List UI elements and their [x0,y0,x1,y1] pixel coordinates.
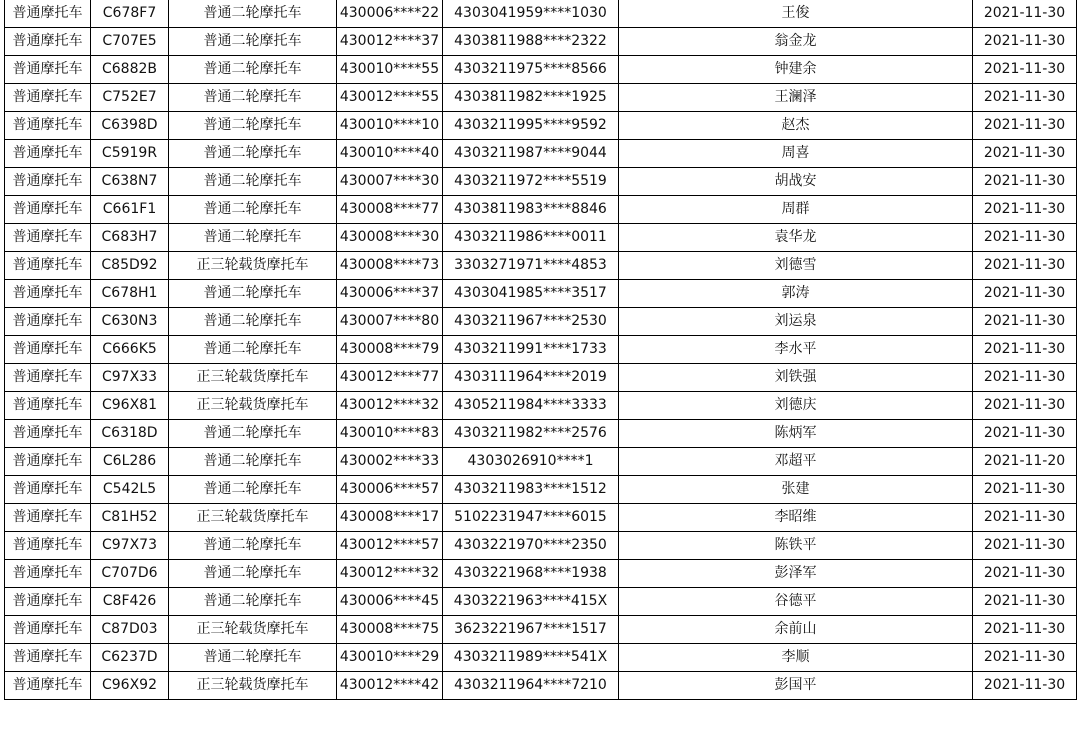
table-row [5,392,1077,420]
masked-id-number-cell: 4303811988****2322 [443,28,619,56]
vehicle-category-cell: 普通摩托车 [5,224,91,252]
table-row [5,28,1077,56]
date-cell: 2021-11-30 [973,532,1077,560]
plate-number-cell: C638N7 [91,168,169,196]
vehicle-type-cell: 普通二轮摩托车 [169,168,337,196]
masked-id-number-cell: 4303211972****5519 [443,168,619,196]
plate-number-cell: C6318D [91,420,169,448]
owner-name-cell: 周喜 [619,140,973,168]
vehicle-type-cell: 普通二轮摩托车 [169,308,337,336]
vehicle-type-cell: 普通二轮摩托车 [169,28,337,56]
masked-id-number-cell: 4303211964****7210 [443,672,619,700]
date-cell: 2021-11-30 [973,224,1077,252]
table-row [5,616,1077,644]
vehicle-category-cell: 普通摩托车 [5,476,91,504]
vehicle-type-cell: 普通二轮摩托车 [169,420,337,448]
vehicle-type-cell: 正三轮载货摩托车 [169,392,337,420]
plate-number-cell: C666K5 [91,336,169,364]
vehicle-type-cell: 普通二轮摩托车 [169,644,337,672]
table-row [5,224,1077,252]
date-cell: 2021-11-30 [973,252,1077,280]
masked-code-cell: 430006****37 [337,280,443,308]
table-row [5,308,1077,336]
masked-code-cell: 430012****77 [337,364,443,392]
plate-number-cell: C542L5 [91,476,169,504]
plate-number-cell: C81H52 [91,504,169,532]
registration-table [4,0,1077,700]
vehicle-category-cell: 普通摩托车 [5,280,91,308]
vehicle-category-cell: 普通摩托车 [5,112,91,140]
date-cell: 2021-11-30 [973,308,1077,336]
plate-number-cell: C661F1 [91,196,169,224]
masked-code-cell: 430008****17 [337,504,443,532]
date-cell: 2021-11-30 [973,56,1077,84]
date-cell: 2021-11-30 [973,112,1077,140]
masked-id-number-cell: 4303221968****1938 [443,560,619,588]
plate-number-cell: C85D92 [91,252,169,280]
vehicle-category-cell: 普通摩托车 [5,0,91,28]
plate-number-cell: C678F7 [91,0,169,28]
plate-number-cell: C97X33 [91,364,169,392]
vehicle-category-cell: 普通摩托车 [5,644,91,672]
plate-number-cell: C707D6 [91,560,169,588]
vehicle-type-cell: 普通二轮摩托车 [169,112,337,140]
vehicle-category-cell: 普通摩托车 [5,392,91,420]
vehicle-category-cell: 普通摩托车 [5,560,91,588]
masked-id-number-cell: 3623221967****1517 [443,616,619,644]
masked-id-number-cell: 3303271971****4853 [443,252,619,280]
table-row [5,532,1077,560]
table-row [5,56,1077,84]
date-cell: 2021-11-20 [973,448,1077,476]
table-row [5,476,1077,504]
table-row [5,252,1077,280]
vehicle-type-cell: 普通二轮摩托车 [169,196,337,224]
plate-number-cell: C97X73 [91,532,169,560]
date-cell: 2021-11-30 [973,476,1077,504]
vehicle-category-cell: 普通摩托车 [5,28,91,56]
owner-name-cell: 周群 [619,196,973,224]
vehicle-type-cell: 普通二轮摩托车 [169,448,337,476]
owner-name-cell: 郭涛 [619,280,973,308]
owner-name-cell: 翁金龙 [619,28,973,56]
masked-id-number-cell: 4303221970****2350 [443,532,619,560]
masked-id-number-cell: 4303211987****9044 [443,140,619,168]
owner-name-cell: 袁华龙 [619,224,973,252]
date-cell: 2021-11-30 [973,140,1077,168]
masked-id-number-cell: 5102231947****6015 [443,504,619,532]
masked-id-number-cell: 4303211989****541X [443,644,619,672]
vehicle-type-cell: 正三轮载货摩托车 [169,364,337,392]
table-row [5,448,1077,476]
vehicle-category-cell: 普通摩托车 [5,420,91,448]
vehicle-type-cell: 普通二轮摩托车 [169,56,337,84]
date-cell: 2021-11-30 [973,504,1077,532]
date-cell: 2021-11-30 [973,672,1077,700]
owner-name-cell: 李顺 [619,644,973,672]
masked-id-number-cell: 4303811983****8846 [443,196,619,224]
masked-code-cell: 430007****30 [337,168,443,196]
masked-code-cell: 430012****37 [337,28,443,56]
table-row [5,112,1077,140]
vehicle-type-cell: 普通二轮摩托车 [169,588,337,616]
plate-number-cell: C5919R [91,140,169,168]
date-cell: 2021-11-30 [973,364,1077,392]
owner-name-cell: 刘德雪 [619,252,973,280]
vehicle-category-cell: 普通摩托车 [5,56,91,84]
table-row [5,588,1077,616]
masked-code-cell: 430006****57 [337,476,443,504]
plate-number-cell: C6882B [91,56,169,84]
masked-id-number-cell: 4303211983****1512 [443,476,619,504]
masked-code-cell: 430010****10 [337,112,443,140]
vehicle-type-cell: 普通二轮摩托车 [169,140,337,168]
masked-code-cell: 430012****32 [337,392,443,420]
masked-id-number-cell: 4303811982****1925 [443,84,619,112]
masked-code-cell: 430008****79 [337,336,443,364]
owner-name-cell: 彭国平 [619,672,973,700]
masked-code-cell: 430010****40 [337,140,443,168]
masked-id-number-cell: 4303111964****2019 [443,364,619,392]
masked-id-number-cell: 4303211986****0011 [443,224,619,252]
plate-number-cell: C96X81 [91,392,169,420]
vehicle-category-cell: 普通摩托车 [5,168,91,196]
owner-name-cell: 陈炳军 [619,420,973,448]
vehicle-category-cell: 普通摩托车 [5,588,91,616]
plate-number-cell: C6L286 [91,448,169,476]
vehicle-type-cell: 正三轮载货摩托车 [169,252,337,280]
masked-code-cell: 430006****45 [337,588,443,616]
date-cell: 2021-11-30 [973,196,1077,224]
vehicle-type-cell: 普通二轮摩托车 [169,280,337,308]
masked-code-cell: 430008****73 [337,252,443,280]
owner-name-cell: 张建 [619,476,973,504]
masked-code-cell: 430008****77 [337,196,443,224]
date-cell: 2021-11-30 [973,420,1077,448]
owner-name-cell: 刘运泉 [619,308,973,336]
masked-code-cell: 430012****57 [337,532,443,560]
vehicle-type-cell: 正三轮载货摩托车 [169,616,337,644]
plate-number-cell: C8F426 [91,588,169,616]
date-cell: 2021-11-30 [973,392,1077,420]
table-row [5,644,1077,672]
table-row [5,560,1077,588]
vehicle-category-cell: 普通摩托车 [5,308,91,336]
plate-number-cell: C683H7 [91,224,169,252]
table-row [5,364,1077,392]
date-cell: 2021-11-30 [973,560,1077,588]
masked-id-number-cell: 4303041985****3517 [443,280,619,308]
plate-number-cell: C87D03 [91,616,169,644]
masked-code-cell: 430008****30 [337,224,443,252]
masked-id-number-cell: 4303211975****8566 [443,56,619,84]
table-row [5,196,1077,224]
table-row [5,504,1077,532]
vehicle-type-cell: 普通二轮摩托车 [169,0,337,28]
owner-name-cell: 余前山 [619,616,973,644]
table-row [5,0,1077,28]
table-row [5,84,1077,112]
vehicle-category-cell: 普通摩托车 [5,672,91,700]
masked-id-number-cell: 4303211991****1733 [443,336,619,364]
vehicle-category-cell: 普通摩托车 [5,196,91,224]
vehicle-category-cell: 普通摩托车 [5,504,91,532]
masked-code-cell: 430010****83 [337,420,443,448]
plate-number-cell: C707E5 [91,28,169,56]
vehicle-category-cell: 普通摩托车 [5,364,91,392]
vehicle-category-cell: 普通摩托车 [5,448,91,476]
owner-name-cell: 李水平 [619,336,973,364]
plate-number-cell: C6237D [91,644,169,672]
vehicle-type-cell: 正三轮载货摩托车 [169,504,337,532]
date-cell: 2021-11-30 [973,336,1077,364]
date-cell: 2021-11-30 [973,616,1077,644]
vehicle-category-cell: 普通摩托车 [5,252,91,280]
vehicle-category-cell: 普通摩托车 [5,84,91,112]
plate-number-cell: C678H1 [91,280,169,308]
masked-code-cell: 430012****32 [337,560,443,588]
masked-id-number-cell: 4303211982****2576 [443,420,619,448]
masked-id-number-cell: 4305211984****3333 [443,392,619,420]
vehicle-type-cell: 普通二轮摩托车 [169,560,337,588]
table-row [5,168,1077,196]
owner-name-cell: 刘铁强 [619,364,973,392]
table-row [5,140,1077,168]
date-cell: 2021-11-30 [973,28,1077,56]
date-cell: 2021-11-30 [973,84,1077,112]
owner-name-cell: 赵杰 [619,112,973,140]
vehicle-category-cell: 普通摩托车 [5,532,91,560]
owner-name-cell: 胡战安 [619,168,973,196]
date-cell: 2021-11-30 [973,0,1077,28]
owner-name-cell: 王俊 [619,0,973,28]
date-cell: 2021-11-30 [973,280,1077,308]
plate-number-cell: C6398D [91,112,169,140]
table-body [5,0,1077,700]
masked-id-number-cell: 4303211967****2530 [443,308,619,336]
masked-id-number-cell: 4303026910****1 [443,448,619,476]
owner-name-cell: 李昭维 [619,504,973,532]
vehicle-category-cell: 普通摩托车 [5,140,91,168]
masked-code-cell: 430008****75 [337,616,443,644]
table-row [5,280,1077,308]
owner-name-cell: 陈铁平 [619,532,973,560]
date-cell: 2021-11-30 [973,168,1077,196]
owner-name-cell: 钟建余 [619,56,973,84]
owner-name-cell: 邓超平 [619,448,973,476]
plate-number-cell: C630N3 [91,308,169,336]
table-row [5,336,1077,364]
masked-id-number-cell: 4303041959****1030 [443,0,619,28]
masked-code-cell: 430006****22 [337,0,443,28]
plate-number-cell: C752E7 [91,84,169,112]
masked-code-cell: 430010****29 [337,644,443,672]
vehicle-type-cell: 普通二轮摩托车 [169,532,337,560]
masked-code-cell: 430012****42 [337,672,443,700]
vehicle-category-cell: 普通摩托车 [5,616,91,644]
table-row [5,672,1077,700]
vehicle-category-cell: 普通摩托车 [5,336,91,364]
vehicle-type-cell: 正三轮载货摩托车 [169,672,337,700]
masked-code-cell: 430007****80 [337,308,443,336]
masked-code-cell: 430012****55 [337,84,443,112]
masked-code-cell: 430002****33 [337,448,443,476]
masked-id-number-cell: 4303221963****415X [443,588,619,616]
masked-code-cell: 430010****55 [337,56,443,84]
table-row [5,420,1077,448]
date-cell: 2021-11-30 [973,588,1077,616]
owner-name-cell: 刘德庆 [619,392,973,420]
vehicle-type-cell: 普通二轮摩托车 [169,336,337,364]
owner-name-cell: 彭泽军 [619,560,973,588]
plate-number-cell: C96X92 [91,672,169,700]
date-cell: 2021-11-30 [973,644,1077,672]
registration-table-container [4,0,1076,700]
vehicle-type-cell: 普通二轮摩托车 [169,476,337,504]
vehicle-type-cell: 普通二轮摩托车 [169,224,337,252]
owner-name-cell: 谷德平 [619,588,973,616]
masked-id-number-cell: 4303211995****9592 [443,112,619,140]
owner-name-cell: 王澜泽 [619,84,973,112]
vehicle-type-cell: 普通二轮摩托车 [169,84,337,112]
